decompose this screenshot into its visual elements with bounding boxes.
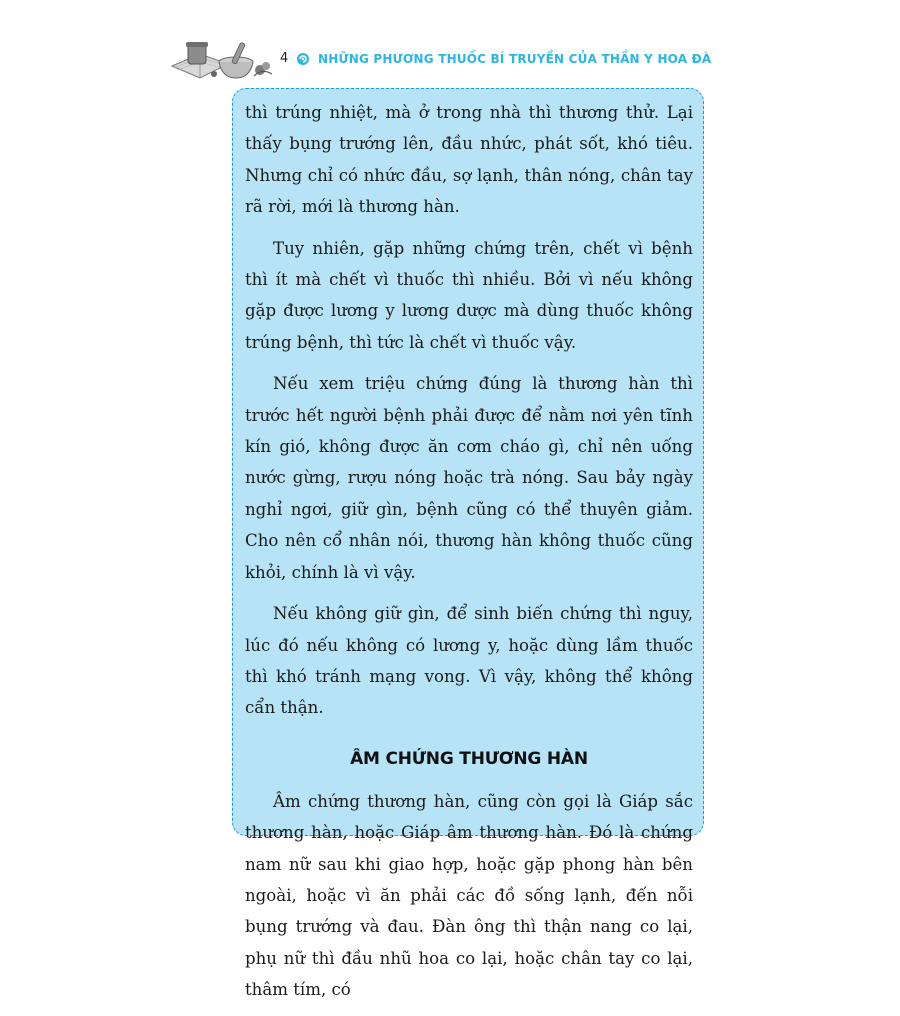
section-heading: ÂM CHỨNG THƯƠNG HÀN bbox=[350, 748, 588, 769]
paragraph: Âm chứng thương hàn, cũng còn gọi là Giáp sắc thương hàn, hoặc Giáp âm thương hàn. Đó là chứng nam nữ sau khi giao hợp, hoặc gặp phong hàn bên ngoài, hoặc vì ăn phải các đồ sống lạnh, đến nỗi bụng trướng và đau. Đàn ông thì thận nang co lại, phụ nữ thì đầu nhũ hoa co lại, hoặc chân tay co lại, thâm tím, có bbox=[245, 791, 693, 1000]
body-text bbox=[245, 97, 693, 1016]
paragraph: Nếu không giữ gìn, để sinh biến chứng thì nguy, lúc đó nếu không có lương y, hoặc dùng lầm thuốc thì khó tránh mạng vong. Vì vậy, không thể không cẩn thận. bbox=[245, 604, 693, 718]
paragraph: Nếu xem triệu chứng đúng là thương hàn thì trước hết người bệnh phải được để nằm nơi yên tĩnh kín gió, không được ăn cơm cháo gì, chỉ nên uống nước gừng, rượu nóng hoặc trà nóng. Sau bảy ngày nghỉ ngơi, giữ gìn, bệnh cũng có thể thuyên giảm. Cho nên cổ nhân nói, thương hàn không thuốc cũng khỏi, chính là vì vậy. bbox=[245, 374, 693, 582]
swirl-icon bbox=[296, 52, 310, 66]
running-title: NHỮNG PHƯƠNG THUỐC BÍ TRUYỀN CỦA THẦN Y HOA ĐÀ bbox=[318, 52, 712, 66]
page-header bbox=[170, 40, 730, 86]
paragraph: Tuy nhiên, gặp những chứng trên, chết vì bệnh thì ít mà chết vì thuốc thì nhiều. Bởi vì nếu không gặp được lương y lương dược mà dùng thuốc không trúng bệnh, thì tức là chết vì thuốc vậy. bbox=[245, 238, 693, 352]
highlight-box bbox=[232, 88, 704, 1000]
paragraph: thì trúng nhiệt, mà ở trong nhà thì thương thử. Lại thấy bụng trướng lên, đầu nhức, phát sốt, khó tiêu. Nhưng chỉ có nhức đầu, sợ lạnh, thân nóng, chân tay rã rời, mới là thương hàn. bbox=[245, 103, 693, 217]
medicine-mortar-icon bbox=[170, 40, 275, 82]
page-number: 4 bbox=[280, 51, 289, 66]
